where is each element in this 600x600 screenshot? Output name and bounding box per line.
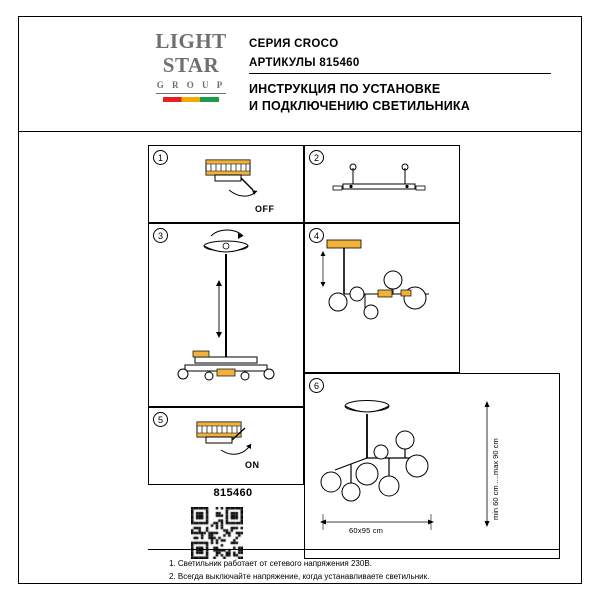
article-label: АРТИКУЛЫ 815460 <box>249 57 360 69</box>
step-6-illustration <box>305 374 559 558</box>
header-separator <box>19 131 581 132</box>
step-5-caption: ON <box>245 460 260 470</box>
step-6-number: 6 <box>309 378 324 393</box>
step-6-cell <box>304 373 560 559</box>
notes-separator <box>148 549 560 550</box>
logo-divider <box>156 93 226 94</box>
instruction-title <box>249 81 561 115</box>
series-label: СЕРИЯ CROCO <box>249 38 339 50</box>
step-1-caption: OFF <box>255 204 275 214</box>
step-3-cell <box>148 223 304 407</box>
step-4-illustration <box>305 224 459 372</box>
sheet-frame <box>18 16 582 584</box>
step-5-illustration <box>149 408 303 484</box>
step-5-number: 5 <box>153 412 168 427</box>
logo-line-1: LIGHT <box>155 29 227 53</box>
step-1-cell <box>148 145 304 223</box>
step-5-cell <box>148 407 304 485</box>
step-2-cell <box>304 145 460 223</box>
instruction-title-line-1: ИНСТРУКЦИЯ ПО УСТАНОВКЕ <box>249 82 441 96</box>
step-3-illustration <box>149 224 303 406</box>
note-1: 1. Светильник работает от сетевого напряжения 230В. <box>169 559 372 568</box>
width-dimension-label: 60x95 cm <box>349 526 384 535</box>
instruction-title-line-2: И ПОДКЛЮЧЕНИЮ СВЕТИЛЬНИКА <box>249 99 470 113</box>
step-1-number: 1 <box>153 150 168 165</box>
header-rule <box>249 73 551 74</box>
header <box>19 17 581 131</box>
logo-line-2: STAR <box>162 53 220 77</box>
notes-block <box>169 557 569 583</box>
step-1-illustration <box>149 146 303 222</box>
article-number-bottom: 815460 <box>213 487 253 499</box>
logo-color-bar <box>163 97 219 102</box>
note-2: 2. Всегда выключайте напряжение, когда устанавливаете светильник. <box>169 572 430 581</box>
step-4-number: 4 <box>309 228 324 243</box>
qr-code <box>191 507 243 559</box>
logo-line-3: G R O U P <box>156 80 226 90</box>
step-4-cell <box>304 223 460 373</box>
lightstar-logo <box>141 29 241 115</box>
header-text-block <box>249 37 569 71</box>
step-2-number: 2 <box>309 150 324 165</box>
step-3-number: 3 <box>153 228 168 243</box>
step-2-illustration <box>305 146 459 222</box>
height-dimension-label: min 60 cm ....max 90 cm <box>491 438 500 520</box>
